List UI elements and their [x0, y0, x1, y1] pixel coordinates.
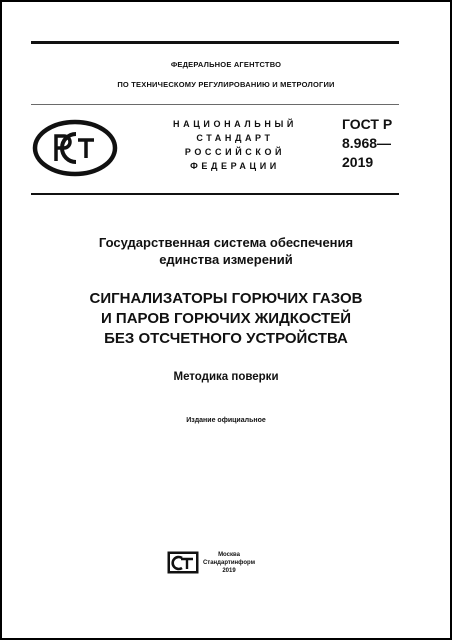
- agency-line-2: ПО ТЕХНИЧЕСКОМУ РЕГУЛИРОВАНИЮ И МЕТРОЛОГИИ: [117, 80, 335, 89]
- publisher-info: [202, 551, 256, 575]
- standard-type-line: ФЕДЕРАЦИИ: [190, 161, 280, 171]
- system-title-line-1: Государственная система обеспечения: [98, 235, 354, 250]
- official-edition-note: Издание официальное: [186, 417, 266, 424]
- standard-type-line: НАЦИОНАЛЬНЫЙ: [173, 119, 297, 129]
- gost-designation: [342, 115, 392, 172]
- standard-type: [150, 117, 320, 173]
- standard-type-line: РОССИЙСКОЙ: [184, 147, 286, 157]
- middle-rule: [31, 104, 399, 105]
- system-title-line-2: единства измерений: [159, 252, 293, 267]
- bottom-rule: [31, 193, 399, 195]
- publisher-city: Москва: [218, 552, 240, 558]
- gost-year: 2019: [342, 154, 374, 170]
- document-title-line-2: И ПАРОВ ГОРЮЧИХ ЖИДКОСТЕЙ: [100, 310, 352, 327]
- document-title: [0, 289, 452, 349]
- top-rule: [31, 41, 399, 44]
- pct-certification-mark-icon: [32, 119, 118, 177]
- method-subtitle: Методика поверки: [173, 371, 279, 383]
- gost-prefix: ГОСТ Р: [342, 116, 393, 132]
- agency-line-1: ФЕДЕРАЛЬНОЕ АГЕНТСТВО: [170, 60, 282, 69]
- standartinform-logo-icon: [167, 551, 199, 574]
- system-title: [0, 234, 452, 268]
- gost-number: 8.968—: [342, 135, 392, 151]
- publisher-name: Стандартинформ: [202, 560, 256, 566]
- document-title-line-3: БЕЗ ОТСЧЕТНОГО УСТРОЙСТВА: [104, 330, 348, 347]
- publisher-year: 2019: [222, 568, 236, 574]
- standard-type-line: СТАНДАРТ: [196, 133, 274, 143]
- document-title-line-1: СИГНАЛИЗАТОРЫ ГОРЮЧИХ ГАЗОВ: [89, 290, 363, 307]
